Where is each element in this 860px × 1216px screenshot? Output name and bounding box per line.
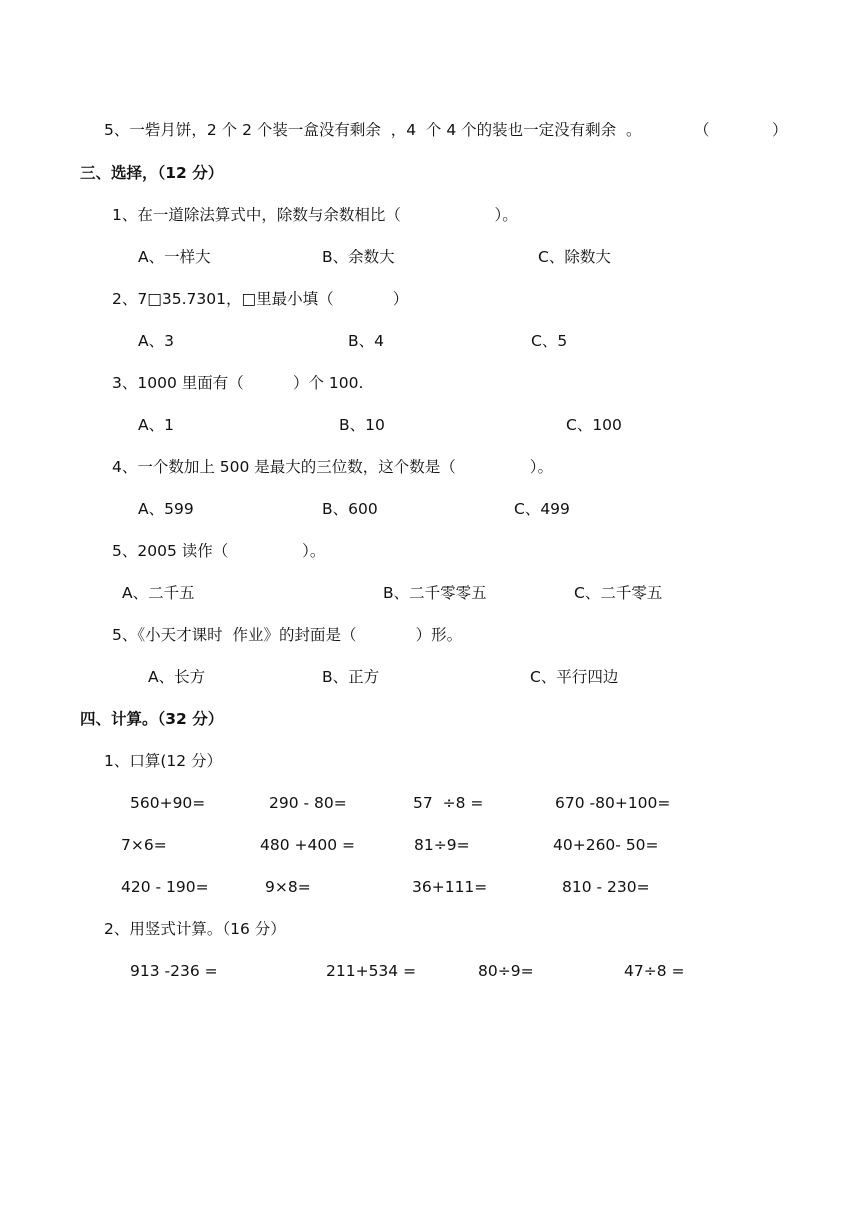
option-a: A、长方 — [148, 668, 206, 686]
answer-paren-open: （ — [694, 121, 710, 139]
judge-question-5: 5、一砦月饼，2 个 2 个装一盒没有剩余 ，4 个 4 个的装也一定没有剩余 。 — [104, 121, 642, 139]
oral-calc-item: 560+90= — [130, 794, 206, 812]
option-c: C、499 — [514, 500, 570, 518]
option-a: A、一样大 — [138, 248, 211, 266]
oral-calc-item: 420 - 190= — [121, 878, 209, 896]
question-3-stem: 3、1000 里面有（ ）个 100. — [112, 374, 364, 392]
option-c: C、平行四边 — [530, 668, 619, 686]
option-a: A、1 — [138, 416, 174, 434]
option-a: A、二千五 — [122, 584, 195, 602]
option-c: C、二千零五 — [574, 584, 663, 602]
vertical-calc-title: 2、用竖式计算。（16 分） — [104, 920, 286, 938]
vertical-calc-item: 47÷8 = — [624, 962, 685, 980]
oral-calc-item: 57 ÷8 = — [413, 794, 484, 812]
option-a: A、3 — [138, 332, 174, 350]
oral-calc-item: 9×8= — [265, 878, 311, 896]
question-5-stem: 5、2005 读作（ ）。 — [112, 542, 326, 560]
oral-calc-item: 36+111= — [412, 878, 488, 896]
option-b: B、正方 — [322, 668, 380, 686]
option-c: C、100 — [566, 416, 622, 434]
option-b: B、4 — [348, 332, 384, 350]
question-2-stem: 2、7□35.7301，□里最小填（ ） — [112, 290, 409, 308]
option-c: C、除数大 — [538, 248, 611, 266]
section-4-title: 四、计算。（32 分） — [80, 710, 224, 728]
oral-calc-title: 1、口算(12 分） — [104, 752, 223, 770]
vertical-calc-item: 913 -236 = — [130, 962, 218, 980]
option-b: B、二千零零五 — [383, 584, 487, 602]
option-c: C、5 — [531, 332, 568, 350]
oral-calc-item: 670 -80+100= — [555, 794, 671, 812]
option-b: B、600 — [322, 500, 378, 518]
vertical-calc-item: 211+534 = — [326, 962, 417, 980]
option-b: B、余数大 — [322, 248, 395, 266]
oral-calc-item: 480 +400 = — [260, 836, 355, 854]
question-1-stem: 1、在一道除法算式中，除数与余数相比（ ）。 — [112, 206, 518, 224]
oral-calc-item: 810 - 230= — [562, 878, 650, 896]
question-6-stem: 5、《小天才课时 作业》的封面是（ ）形。 — [112, 626, 463, 644]
section-3-title: 三、选择，（12 分） — [80, 164, 224, 182]
question-4-stem: 4、一个数加上 500 是最大的三位数，这个数是（ ）。 — [112, 458, 553, 476]
oral-calc-item: 81÷9= — [414, 836, 470, 854]
oral-calc-item: 40+260- 50= — [553, 836, 659, 854]
option-a: A、599 — [138, 500, 194, 518]
vertical-calc-item: 80÷9= — [478, 962, 534, 980]
answer-paren-close: ） — [772, 121, 788, 139]
oral-calc-item: 290 - 80= — [269, 794, 347, 812]
option-b: B、10 — [339, 416, 385, 434]
oral-calc-item: 7×6= — [121, 836, 167, 854]
